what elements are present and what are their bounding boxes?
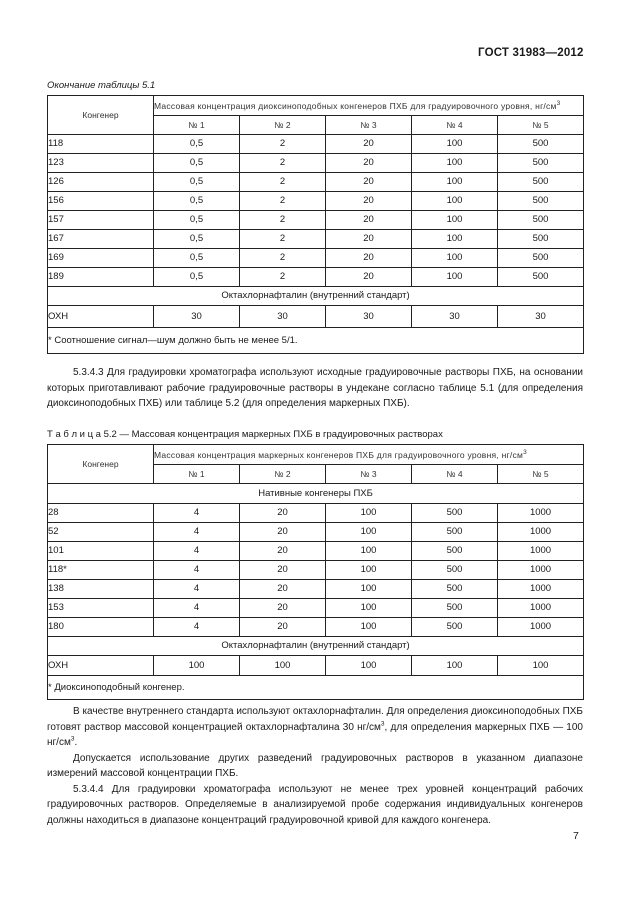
table1-cell: 100 (412, 230, 498, 249)
table2-row (48, 542, 584, 561)
table2-cell: 500 (412, 618, 498, 637)
table2-cell: 101 (48, 542, 154, 561)
closing-paragraphs (47, 704, 583, 828)
table1-cell: 20 (326, 211, 412, 230)
table2-cell: 4 (154, 504, 240, 523)
table2-native-label: Нативные конгенеры ПХБ (48, 484, 584, 504)
table2-level: № 1 (154, 465, 240, 484)
table1-cell: 100 (412, 249, 498, 268)
table1-footnote-row (48, 328, 584, 354)
table2-footnote: * Диоксиноподобный конгенер. (48, 676, 584, 700)
table1-level: № 3 (326, 116, 412, 135)
table2-cell: 138 (48, 580, 154, 599)
table1-cell: ОХН (48, 306, 154, 328)
table2-cell: 4 (154, 561, 240, 580)
table2-caption (47, 429, 443, 440)
table1-level: № 4 (412, 116, 498, 135)
table1-cell: 100 (412, 173, 498, 192)
table2-cell: 4 (154, 523, 240, 542)
table1-row (48, 268, 584, 287)
table2-cell: 100 (326, 504, 412, 523)
table2-cell: 100 (326, 656, 412, 676)
table1-congener-header: Конгенер (48, 96, 154, 135)
table1-cell: 30 (412, 306, 498, 328)
table1-row (48, 173, 584, 192)
page-number: 7 (573, 830, 579, 842)
paragraph-5-3-4-3 (47, 365, 583, 412)
table1-row (48, 154, 584, 173)
table2-cell: 1000 (498, 542, 584, 561)
table1-ohn-row (48, 306, 584, 328)
table1-row (48, 135, 584, 154)
table1-cell: 500 (498, 230, 584, 249)
table1-header-row (48, 96, 584, 116)
table2-cell: 100 (154, 656, 240, 676)
table1-cell: 20 (326, 192, 412, 211)
table1-cell: 20 (326, 249, 412, 268)
table1-cell: 0,5 (154, 173, 240, 192)
table1-caption: Окончание таблицы 5.1 (47, 80, 156, 91)
table2-cell: 100 (326, 542, 412, 561)
table2-cell: 4 (154, 580, 240, 599)
table1-cell: 2 (240, 211, 326, 230)
table1-cell: 500 (498, 173, 584, 192)
table2-cell: 20 (240, 542, 326, 561)
table1-cell: 30 (326, 306, 412, 328)
table2-ohn-row (48, 656, 584, 676)
table2-cell: 153 (48, 599, 154, 618)
table2-native-row (48, 484, 584, 504)
table2-internal-standard-label: Октахлорнафталин (внутренний стандарт) (48, 637, 584, 656)
table1-cell: 30 (498, 306, 584, 328)
table2-internal-standard-row (48, 637, 584, 656)
table2-cell: 20 (240, 580, 326, 599)
table1-cell: 20 (326, 154, 412, 173)
table2-cell: 52 (48, 523, 154, 542)
table2-row (48, 561, 584, 580)
table2-cell: 1000 (498, 504, 584, 523)
table1-cell: 500 (498, 211, 584, 230)
table2-cell: 1000 (498, 523, 584, 542)
table1-cell: 500 (498, 154, 584, 173)
table1-row (48, 211, 584, 230)
table2-caption-text: 5.2 — Массовая концентрация маркерных ПХБ в градуировочных растворах (103, 429, 443, 440)
table1-group-header: Массовая концентрация диоксиноподобных конгенеров ПХБ для градуировочного уровня, $нг/см^3$ (154, 96, 584, 116)
table2-level: № 3 (326, 465, 412, 484)
table2-cell: 100 (326, 599, 412, 618)
table2-cell: 1000 (498, 561, 584, 580)
table-5-1 (47, 95, 584, 354)
table2-cell: 4 (154, 618, 240, 637)
table2-header-row (48, 445, 584, 465)
table1-cell: 100 (412, 268, 498, 287)
table1-cell: 2 (240, 135, 326, 154)
table1-cell: 2 (240, 173, 326, 192)
table1-cell: 0,5 (154, 192, 240, 211)
table2-congener-header: Конгенер (48, 445, 154, 484)
table2-row (48, 618, 584, 637)
table2-cell: 100 (326, 618, 412, 637)
table2-cell: 28 (48, 504, 154, 523)
table1-cell: 500 (498, 135, 584, 154)
table2-cell: 100 (240, 656, 326, 676)
table2-cell: 100 (498, 656, 584, 676)
table2-cell: 4 (154, 599, 240, 618)
table1-cell: 20 (326, 230, 412, 249)
table2-caption-prefix: Т а б л и ц а (47, 429, 101, 440)
table1-cell: 2 (240, 249, 326, 268)
table1-internal-standard-row (48, 287, 584, 306)
paragraph-internal-standard: В качестве внутреннего стандарта используют октахлорнафталин. Для определения диоксиноподобных ПХБ готовят раствор массовой концентрацией октахлорнафталина 30 $нг/см^3$, для определения маркерных ПХБ — 100 $нг/см^3$. (47, 706, 583, 748)
standard-number: ГОСТ 31983—2012 (478, 47, 584, 59)
table2-cell: 100 (412, 656, 498, 676)
table1-cell: 30 (240, 306, 326, 328)
table1-row (48, 230, 584, 249)
table1-level: № 5 (498, 116, 584, 135)
table1-footnote: * Соотношение сигнал—шум должно быть не менее 5/1. (48, 328, 584, 354)
table1-cell: 167 (48, 230, 154, 249)
table1-cell: 20 (326, 135, 412, 154)
table2-cell: 500 (412, 561, 498, 580)
table2-cell: 20 (240, 504, 326, 523)
table1-level: № 2 (240, 116, 326, 135)
table1-cell: 100 (412, 211, 498, 230)
table1-row (48, 249, 584, 268)
table1-internal-standard-label: Октахлорнафталин (внутренний стандарт) (48, 287, 584, 306)
table2-cell: 180 (48, 618, 154, 637)
table2-cell: 100 (326, 561, 412, 580)
table2-cell: 20 (240, 599, 326, 618)
table1-level: № 1 (154, 116, 240, 135)
table1-cell: 0,5 (154, 230, 240, 249)
table1-cell: 123 (48, 154, 154, 173)
table1-cell: 0,5 (154, 135, 240, 154)
table1-cell: 169 (48, 249, 154, 268)
table1-cell: 100 (412, 135, 498, 154)
table2-cell: 1000 (498, 580, 584, 599)
table2-cell: 500 (412, 580, 498, 599)
table1-cell: 100 (412, 154, 498, 173)
table2-cell: 1000 (498, 599, 584, 618)
table1-cell: 500 (498, 268, 584, 287)
table1-cell: 118 (48, 135, 154, 154)
table2-cell: 500 (412, 523, 498, 542)
table1-cell: 157 (48, 211, 154, 230)
table2-cell: 100 (326, 580, 412, 599)
table1-cell: 2 (240, 268, 326, 287)
table1-cell: 126 (48, 173, 154, 192)
table2-group-header: Массовая концентрация маркерных конгенеров ПХБ для градуировочного уровня, $нг/см^3$ (154, 445, 584, 465)
table1-cell: 2 (240, 230, 326, 249)
table2-row (48, 599, 584, 618)
table2-cell: 20 (240, 561, 326, 580)
table1-cell: 0,5 (154, 211, 240, 230)
table2-cell: 100 (326, 523, 412, 542)
paragraph-dilutions: Допускается использование других разведений градуировочных растворов в указанном диапазоне измерений массовой концентрации ПХБ. (47, 752, 583, 779)
table2-cell: 1000 (498, 618, 584, 637)
table1-cell: 2 (240, 154, 326, 173)
table1-cell: 0,5 (154, 268, 240, 287)
table1-cell: 0,5 (154, 249, 240, 268)
table2-level: № 2 (240, 465, 326, 484)
table1-cell: 30 (154, 306, 240, 328)
table2-level: № 4 (412, 465, 498, 484)
table1-cell: 20 (326, 173, 412, 192)
table1-cell: 500 (498, 249, 584, 268)
table1-cell: 0,5 (154, 154, 240, 173)
table2-cell: 500 (412, 542, 498, 561)
table2-cell: 118* (48, 561, 154, 580)
table2-cell: 500 (412, 599, 498, 618)
table2-row (48, 504, 584, 523)
table-5-2 (47, 444, 584, 700)
table2-cell: ОХН (48, 656, 154, 676)
table1-cell: 20 (326, 268, 412, 287)
paragraph-text: 5.3.4.3 Для градуировки хроматографа используют исходные градуировочные растворы ПХБ, на основании которых приготавливают рабочие градуировочные растворы в ундекане согласно таблице 5.1 (для определения диоксиноподобных ПХБ) или таблице 5.2 (для определения маркерных ПХБ). (47, 367, 583, 409)
table2-level: № 5 (498, 465, 584, 484)
table1-cell: 500 (498, 192, 584, 211)
table2-footnote-row (48, 676, 584, 700)
table2-row (48, 523, 584, 542)
paragraph-5-3-4-4: 5.3.4.4 Для градуировки хроматографа используют не менее трех уровней концентраций рабочих градуировочных растворов. Определяемые в анализируемой пробе содержания индивидуальных конгенеров должны находиться в диапазоне концентраций градуировочной кривой для каждого конгенера. (47, 783, 583, 826)
table1-cell: 100 (412, 192, 498, 211)
table1-cell: 189 (48, 268, 154, 287)
table2-cell: 20 (240, 523, 326, 542)
table1-cell: 2 (240, 192, 326, 211)
table2-cell: 500 (412, 504, 498, 523)
table1-row (48, 192, 584, 211)
table1-cell: 156 (48, 192, 154, 211)
table2-cell: 20 (240, 618, 326, 637)
table2-cell: 4 (154, 542, 240, 561)
table2-row (48, 580, 584, 599)
